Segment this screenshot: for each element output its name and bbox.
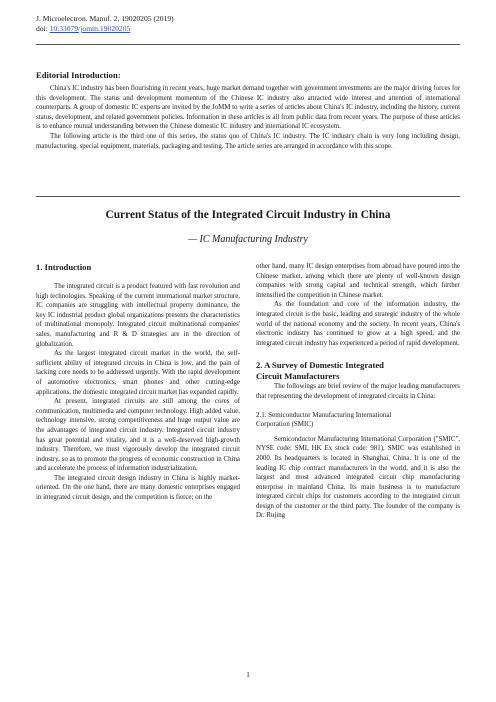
right-column <box>256 262 460 521</box>
section-heading-survey <box>256 360 460 382</box>
journal-header <box>36 14 174 34</box>
body-paragraph: The integrated circuit design industry in China is highly market-oriented. On the one hand, there are many domestic enterprises engaged in integrated circuit design, and the competition is fierce; on the <box>36 474 240 502</box>
body-paragraph: Semiconductor Manufacturing International Corporation ("SMIC", NYSE code: SMI, HK Ex stock code: 981), SMIC was established in 2000. Its headquarters is located in Shanghai, China. It is one of the leading IC chip contract manufacturers in the world, and it is also the largest and most advanced integrated circuit chip manufacturing enterprise in mainland China. Its main business is to manufacture integrated circuit chips for customers according to the integrated circuit design of the customer or the third party. The founder of the company is Dr. Rujing <box>256 435 460 520</box>
subsection-heading-smic <box>256 411 460 430</box>
page-number: 1 <box>246 670 250 679</box>
doi-link[interactable]: 10.33079/jomm.19020205 <box>49 24 131 33</box>
header-divider <box>36 44 460 45</box>
body-paragraph: As the largest integrated circuit market in the world, the self-sufficient ability of integrated circuits in China is low, and the pain of lacking core needs to be addressed urgently. With the rapid development of automotive electronics, smart phones and other cutting-edge applications, the domestic integrated circuit market has expanded rapidly. <box>36 350 240 396</box>
doi-prefix: doi: <box>36 24 50 33</box>
subsection-heading-line: 2.1. Semiconductor Manufacturing International <box>256 410 392 419</box>
editorial-divider <box>36 196 460 197</box>
article-title: Current Status of the Integrated Circuit Industry in China <box>105 209 391 221</box>
journal-citation: J. Microelectron. Manuf. 2, 19020205 (2019) <box>36 14 174 23</box>
left-column <box>36 262 240 503</box>
editorial-paragraph: China's IC industry has been flourishing in recent years, huge market demand together with government investments are the major driving forces for this development. The status and development momentum of the Chinese IC industry also attracted wide interest and attention of international counterparts. A group of domestic IC experts are invited by the JoMM to write a series of articles about China's IC industry, including the history, current status, development, and related government policies. Information in these articles is all from public data from recent years. The purpose of these articles is to enhance mutual understanding between the Chinese domestic IC industry and international IC ecosystem. <box>36 85 460 131</box>
body-paragraph: At present, integrated circuits are still among the cores of communication, multimedia and computer technology. High added value, technology intensive, strong competitiveness and huge output value are the advantages of integrated circuit industry. Integrated circuit industry has great potential and vitality, and it is a well-deserved high-growth industry. Therefore, we must vigorously develop the integrated circuit industry, so as to promote the progress of economic construction in China and accelerate the process of information industrialization. <box>36 398 240 473</box>
editorial-title: Editorial Introduction: <box>36 70 121 80</box>
section-heading-line: Circuit Manufacturers <box>256 371 340 382</box>
body-paragraph: The followings are brief review of the major leading manufacturers that representing the development of integrated circuits in China: <box>256 383 460 400</box>
section-heading-introduction: 1. Introduction <box>36 262 92 272</box>
body-paragraph: As the foundation and core of the information industry, the integrated circuit is the basic, leading and strategic industry of the whole world of the national economy and the society. In recent years, China's electronic industry has continued to grow at a high speed, and the integrated circuit industry has experienced a period of rapid development. <box>256 301 460 347</box>
editorial-body <box>36 84 460 151</box>
article-subtitle: — IC Manufacturing Industry <box>188 234 308 245</box>
body-paragraph: other hand, many IC design enterprises from abroad have poured into the Chinese market, among which there are plenty of well-known design companies with strong capital and technical strength, which further intensified the competition in Chinese market. <box>256 263 460 299</box>
editorial-paragraph: The following article is the third one of this series, the status quo of China's IC industry. The IC industry chain is very long including design, manufacturing, special equipment, materials, packaging and testing. The article series are arranged in accordance with this scope. <box>36 132 460 150</box>
section-heading-line: 2. A Survey of Domestic Integrated <box>256 360 384 371</box>
body-paragraph: The integrated circuit is a product featured with fast revolution and high technologies. Speaking of the current international market structure, IC companies are struggling with intellectual property dominance, the key IC industrial product global organizations presents the characteristics of multinational monopoly. Integrated circuit multinational companies' sales, manufacturing and R & D strategies are in the direction of globalization. <box>36 283 240 348</box>
subsection-heading-line: Corporation (SMIC) <box>256 420 314 429</box>
doi-line <box>36 24 174 34</box>
